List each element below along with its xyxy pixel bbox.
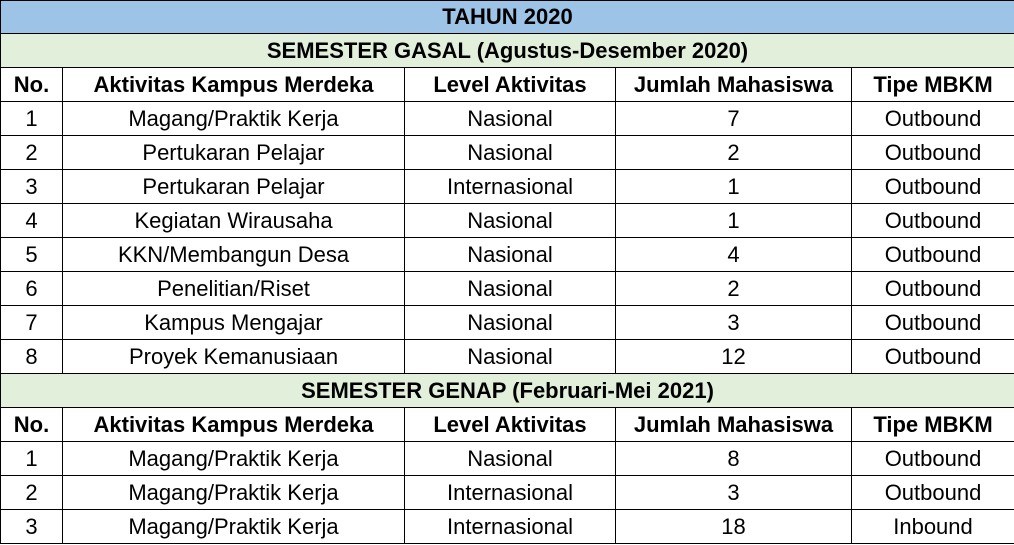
header-no: No. bbox=[1, 408, 63, 442]
count-cell: 8 bbox=[616, 442, 852, 476]
level-cell: Internasional bbox=[405, 170, 616, 204]
activity-cell: Pertukaran Pelajar bbox=[63, 136, 405, 170]
activity-cell: Kampus Mengajar bbox=[63, 306, 405, 340]
no-cell: 2 bbox=[1, 476, 63, 510]
no-cell: 6 bbox=[1, 272, 63, 306]
table-row bbox=[1, 272, 1014, 306]
table-row bbox=[1, 306, 1014, 340]
type-cell: Outbound bbox=[852, 170, 1014, 204]
level-cell: Nasional bbox=[405, 340, 616, 374]
table-row bbox=[1, 476, 1014, 510]
type-cell: Outbound bbox=[852, 136, 1014, 170]
header-no: No. bbox=[1, 68, 63, 102]
count-cell: 18 bbox=[616, 510, 852, 544]
header-activity: Aktivitas Kampus Merdeka bbox=[63, 408, 405, 442]
count-cell: 4 bbox=[616, 238, 852, 272]
level-cell: Nasional bbox=[405, 136, 616, 170]
type-cell: Outbound bbox=[852, 476, 1014, 510]
header-row bbox=[1, 68, 1014, 102]
header-level: Level Aktivitas bbox=[405, 68, 616, 102]
type-cell: Outbound bbox=[852, 238, 1014, 272]
header-row bbox=[1, 408, 1014, 442]
activity-cell: Penelitian/Riset bbox=[63, 272, 405, 306]
count-cell: 7 bbox=[616, 102, 852, 136]
activity-cell: Magang/Praktik Kerja bbox=[63, 102, 405, 136]
activity-cell: Pertukaran Pelajar bbox=[63, 170, 405, 204]
type-cell: Outbound bbox=[852, 442, 1014, 476]
semester-title: SEMESTER GASAL (Agustus-Desember 2020) bbox=[1, 34, 1014, 68]
table-row bbox=[1, 170, 1014, 204]
table-row bbox=[1, 510, 1014, 544]
no-cell: 4 bbox=[1, 204, 63, 238]
type-cell: Inbound bbox=[852, 510, 1014, 544]
no-cell: 1 bbox=[1, 102, 63, 136]
no-cell: 3 bbox=[1, 170, 63, 204]
activity-cell: KKN/Membangun Desa bbox=[63, 238, 405, 272]
table-row bbox=[1, 136, 1014, 170]
count-cell: 1 bbox=[616, 170, 852, 204]
level-cell: Nasional bbox=[405, 102, 616, 136]
activity-cell: Magang/Praktik Kerja bbox=[63, 442, 405, 476]
semester-title-row bbox=[1, 374, 1014, 408]
activity-cell: Kegiatan Wirausaha bbox=[63, 204, 405, 238]
count-cell: 3 bbox=[616, 476, 852, 510]
no-cell: 1 bbox=[1, 442, 63, 476]
type-cell: Outbound bbox=[852, 102, 1014, 136]
header-type: Tipe MBKM bbox=[852, 408, 1014, 442]
type-cell: Outbound bbox=[852, 340, 1014, 374]
activity-cell: Proyek Kemanusiaan bbox=[63, 340, 405, 374]
no-cell: 5 bbox=[1, 238, 63, 272]
header-count: Jumlah Mahasiswa bbox=[616, 68, 852, 102]
header-level: Level Aktivitas bbox=[405, 408, 616, 442]
table-row bbox=[1, 238, 1014, 272]
year-row bbox=[1, 1, 1014, 34]
no-cell: 7 bbox=[1, 306, 63, 340]
level-cell: Nasional bbox=[405, 306, 616, 340]
count-cell: 2 bbox=[616, 272, 852, 306]
header-type: Tipe MBKM bbox=[852, 68, 1014, 102]
level-cell: Nasional bbox=[405, 442, 616, 476]
count-cell: 3 bbox=[616, 306, 852, 340]
count-cell: 12 bbox=[616, 340, 852, 374]
table-row bbox=[1, 442, 1014, 476]
no-cell: 3 bbox=[1, 510, 63, 544]
count-cell: 2 bbox=[616, 136, 852, 170]
activity-cell: Magang/Praktik Kerja bbox=[63, 510, 405, 544]
type-cell: Outbound bbox=[852, 272, 1014, 306]
no-cell: 8 bbox=[1, 340, 63, 374]
header-activity: Aktivitas Kampus Merdeka bbox=[63, 68, 405, 102]
level-cell: Nasional bbox=[405, 238, 616, 272]
type-cell: Outbound bbox=[852, 306, 1014, 340]
semester-title-row bbox=[1, 34, 1014, 68]
table-row bbox=[1, 102, 1014, 136]
level-cell: Internasional bbox=[405, 510, 616, 544]
count-cell: 1 bbox=[616, 204, 852, 238]
table-row bbox=[1, 340, 1014, 374]
level-cell: Internasional bbox=[405, 476, 616, 510]
level-cell: Nasional bbox=[405, 204, 616, 238]
table-row bbox=[1, 204, 1014, 238]
header-count: Jumlah Mahasiswa bbox=[616, 408, 852, 442]
type-cell: Outbound bbox=[852, 204, 1014, 238]
level-cell: Nasional bbox=[405, 272, 616, 306]
semester-title: SEMESTER GENAP (Februari-Mei 2021) bbox=[1, 374, 1014, 408]
no-cell: 2 bbox=[1, 136, 63, 170]
year-title: TAHUN 2020 bbox=[1, 1, 1014, 34]
activity-cell: Magang/Praktik Kerja bbox=[63, 476, 405, 510]
